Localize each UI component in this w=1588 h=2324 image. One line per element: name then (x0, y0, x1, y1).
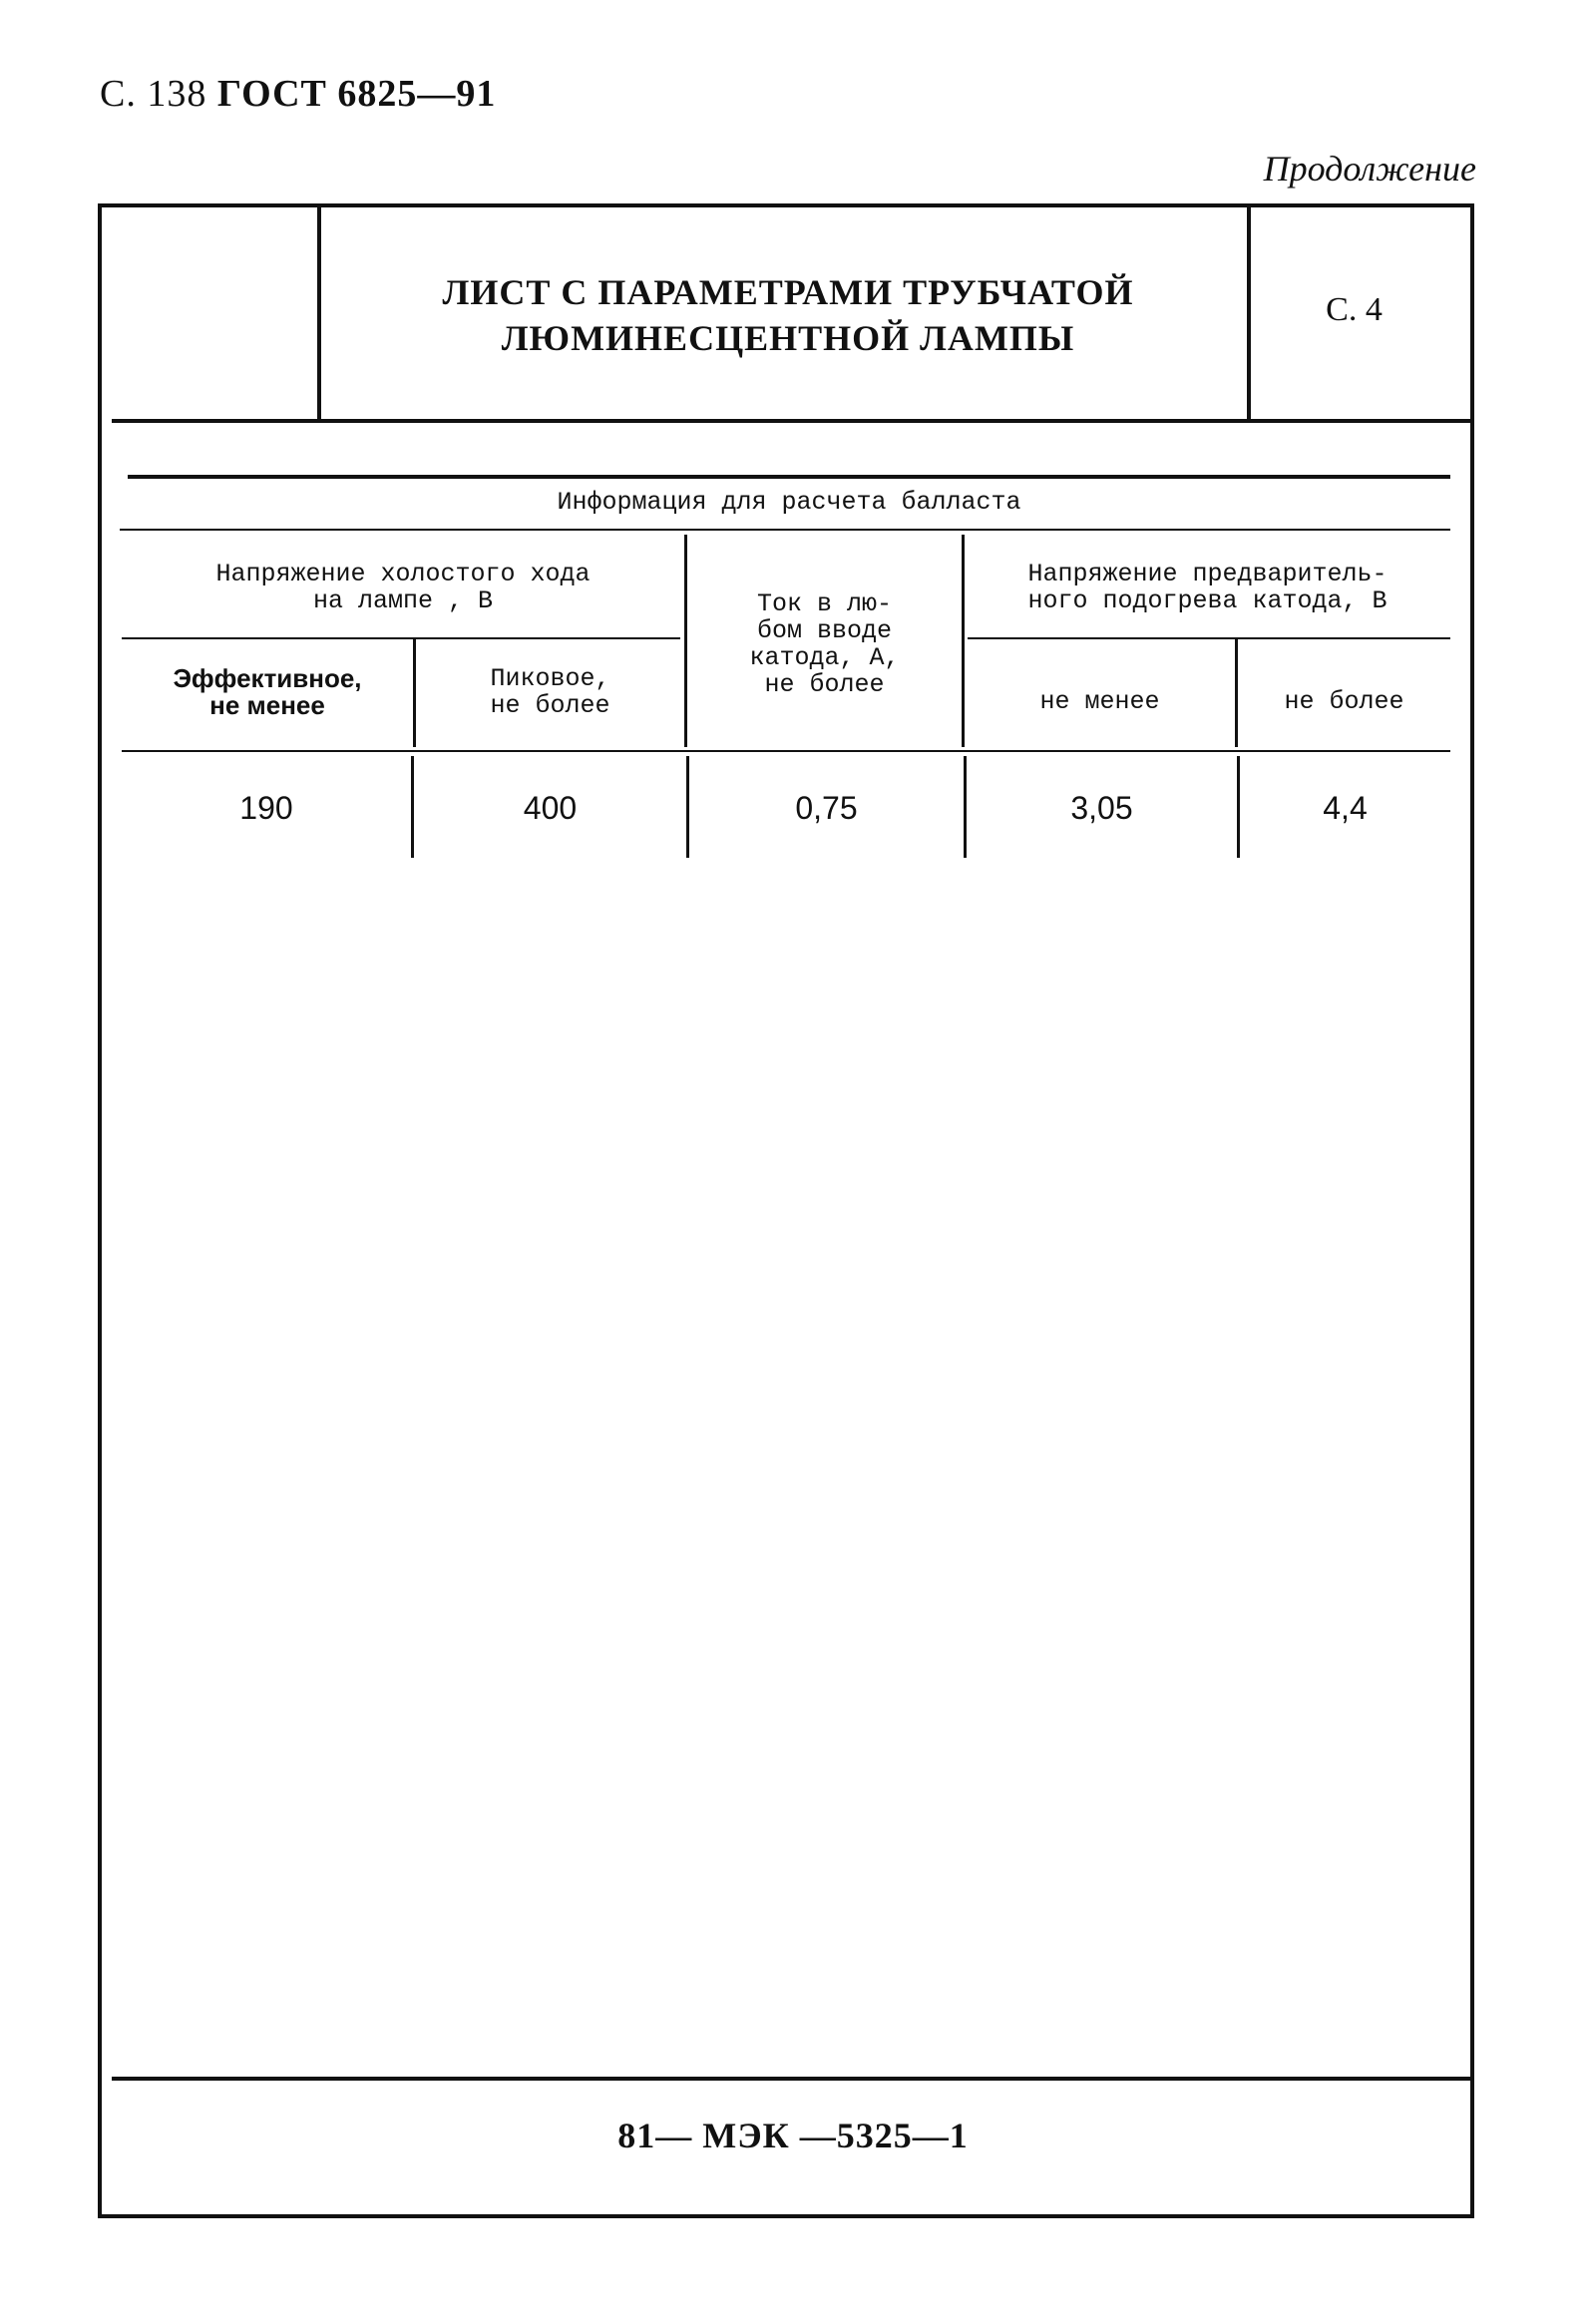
standard-code: ГОСТ 6825—91 (216, 73, 497, 115)
title-divider-right (1247, 203, 1251, 421)
header-bottom-rule (122, 750, 1450, 752)
footer-code: 81— МЭК —5325—1 (617, 2116, 969, 2155)
subheader-rule-left (122, 637, 680, 639)
page-header (100, 72, 496, 116)
header-preheat-min: не менее (1039, 687, 1160, 716)
value-preheat-max: 4,4 (1323, 790, 1368, 826)
frame-top (98, 203, 1474, 207)
value-cathode-current: 0,75 (795, 790, 858, 826)
section-title: Информация для расчета балласта (557, 488, 1021, 517)
header-cathode-current: Ток в лю- бом вводе катода, А, не более (749, 589, 900, 699)
title-divider-left (317, 203, 321, 421)
sheet-title (329, 269, 1247, 361)
frame-bottom (98, 2214, 1474, 2218)
header-preheat-voltage: Напряжение предваритель- ного подогрева катода, В (1027, 560, 1388, 615)
header-effective: Эффективное, не менее (173, 663, 362, 720)
continuation-label: Продолжение (1263, 149, 1476, 189)
header-open-circuit-voltage: Напряжение холостого хода на лампе , В (215, 560, 591, 615)
sheet-page-number: С. 4 (1326, 291, 1383, 328)
value-effective: 190 (239, 790, 293, 826)
header-preheat-max: не более (1284, 687, 1404, 716)
header-peak: Пиковое, не более (490, 664, 610, 720)
frame-left (98, 203, 102, 2218)
value-peak: 400 (523, 790, 578, 826)
sheet-title-line1: ЛИСТ С ПАРАМЕТРАМИ ТРУБЧАТОЙ (442, 272, 1134, 312)
sheet-title-line2: ЛЮМИНЕСЦЕНТНОЙ ЛАМПЫ (501, 318, 1075, 358)
subheader-rule-right (968, 637, 1450, 639)
value-preheat-min: 3,05 (1070, 790, 1133, 826)
title-bottom-rule (112, 419, 1470, 423)
page-number: С. 138 (100, 73, 207, 115)
frame-right (1470, 203, 1474, 2218)
section-title-rule (120, 529, 1450, 531)
table-top-rule (128, 475, 1450, 479)
footer-rule (112, 2077, 1470, 2081)
